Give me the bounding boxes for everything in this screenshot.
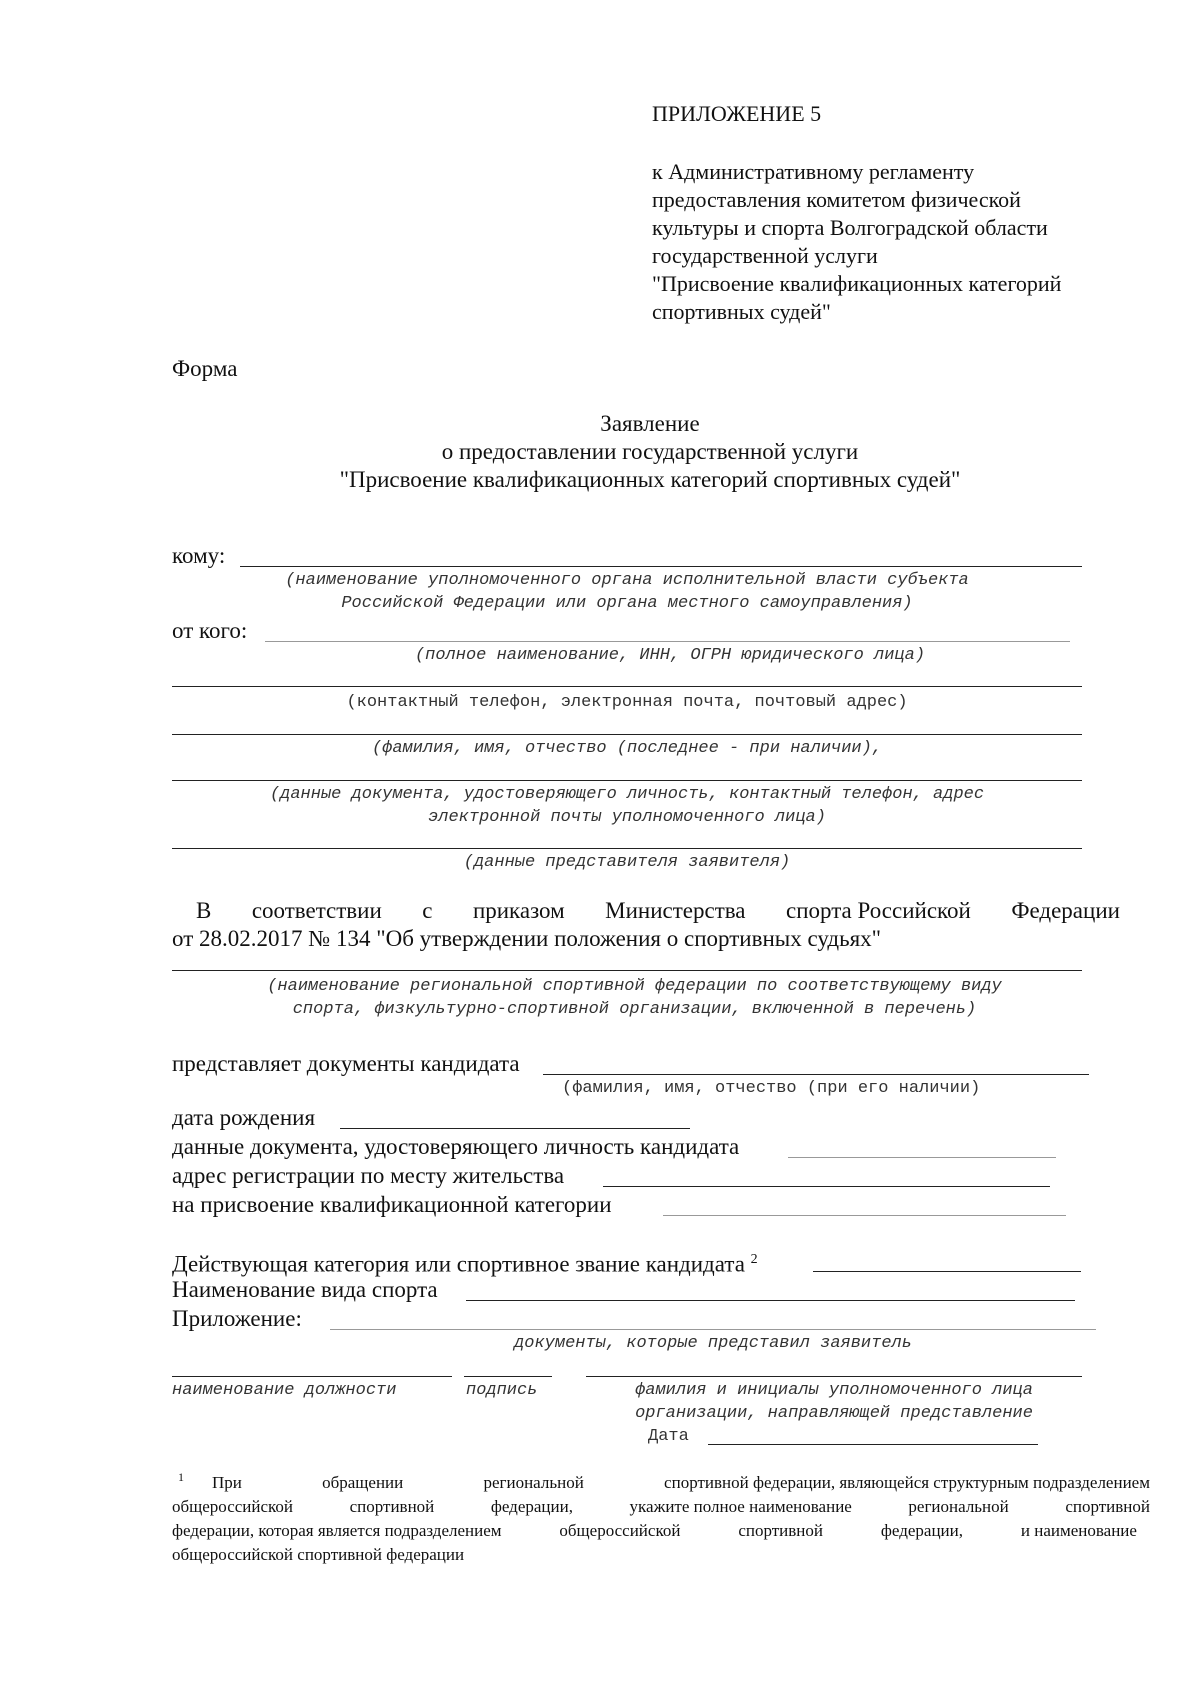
title-line-3: "Присвоение квалификационных категорий спортивных судей" <box>339 467 961 492</box>
footnote-word: При <box>212 1473 242 1492</box>
category-label: на присвоение квалификационной категории <box>172 1192 612 1217</box>
title-line-2: о предоставлении государственной услуги <box>441 439 859 464</box>
paragraph-word: приказом <box>472 898 565 923</box>
address-label: адрес регистрации по месту жительства <box>172 1163 565 1188</box>
paragraph-word: спорта Российской <box>785 898 971 923</box>
candidate-id-field[interactable] <box>788 1157 1056 1158</box>
title-line-1: Заявление <box>600 411 700 436</box>
candidate-label: представляет документы кандидата <box>172 1051 520 1076</box>
candidate-field[interactable] <box>543 1074 1089 1075</box>
appendix-line: предоставления комитетом физической <box>652 187 1021 212</box>
contacts-hint: (контактный телефон, электронная почта, почтовый адрес) <box>346 693 908 712</box>
footnote-word: федерации, <box>490 1497 573 1516</box>
id-doc-field[interactable] <box>172 780 1082 781</box>
footnote-marker: 1 <box>178 1470 184 1484</box>
federation-hint: спорта, физкультурно-спортивной организации, включенной в перечень) <box>292 1000 977 1019</box>
footnote-ref: 2 <box>750 1252 758 1267</box>
paragraph-word: В <box>196 898 212 923</box>
paragraph-word: с <box>422 898 433 923</box>
candidate-hint: (фамилия, имя, отчество (при его наличии) <box>562 1079 981 1098</box>
paragraph-line-1 <box>172 897 1120 925</box>
id-doc-hint: электронной почты уполномоченного лица) <box>428 808 826 827</box>
sport-field[interactable] <box>466 1300 1075 1301</box>
paragraph-word: Министерства <box>605 898 746 923</box>
to-hint: Российской Федерации или органа местного самоуправления) <box>341 594 913 613</box>
to-label: кому: <box>172 543 226 568</box>
id-label: данные документа, удостоверяющего личность кандидата <box>172 1134 740 1159</box>
footnote-word: спортивной федерации, являющейся структурным подразделением <box>664 1473 1150 1492</box>
footnote-line-1 <box>172 1472 1150 1494</box>
from-hint: (полное наименование, ИНН, ОГРН юридического лица) <box>414 646 926 665</box>
appendix-line: к Административному регламенту <box>652 159 975 184</box>
appendix-line: государственной услуги <box>652 243 878 268</box>
date-label: Дата <box>648 1427 689 1446</box>
footnote-word: региональной <box>483 1473 584 1492</box>
attachment-hint: документы, которые представил заявитель <box>514 1334 912 1353</box>
footnote-line-2 <box>172 1496 1150 1518</box>
attachment-field[interactable] <box>330 1329 1096 1330</box>
paragraph-word: Федерации <box>1011 898 1120 923</box>
federation-hint: (наименование региональной спортивной федерации по соответствующему виду <box>267 977 1002 996</box>
representative-field[interactable] <box>172 848 1082 849</box>
current-category-field[interactable] <box>813 1271 1081 1272</box>
sport-label: Наименование вида спорта <box>172 1277 438 1302</box>
to-hint: (наименование уполномоченного органа исполнительной власти субъекта <box>285 571 969 590</box>
footnote-word: спортивной <box>738 1521 823 1540</box>
name-hint: фамилия и инициалы уполномоченного лица <box>635 1381 1033 1400</box>
footnote-word: спортивной <box>1065 1497 1150 1516</box>
birth-label: дата рождения <box>172 1105 316 1130</box>
paragraph-word: соответствии <box>251 898 382 923</box>
current-category-text: Действующая категория или спортивное звание кандидата <box>172 1251 745 1277</box>
id-doc-hint: (данные документа, удостоверяющего личность, контактный телефон, адрес <box>269 785 985 804</box>
birth-date-field[interactable] <box>340 1128 690 1129</box>
fio-hint: (фамилия, имя, отчество (последнее - при наличии), <box>371 739 883 758</box>
footnote-word: региональной <box>908 1497 1009 1516</box>
category-field[interactable] <box>663 1215 1066 1216</box>
current-category-label <box>172 1246 758 1279</box>
to-field[interactable] <box>240 566 1082 567</box>
footnote-line-3 <box>172 1520 1137 1542</box>
appendix-line: спортивных судей" <box>652 299 831 324</box>
from-label: от кого: <box>172 618 248 643</box>
form-label: Форма <box>172 356 238 381</box>
representative-hint: (данные представителя заявителя) <box>463 853 791 872</box>
footnote-word: спортивной <box>349 1497 435 1516</box>
footnote-word: общероссийской <box>172 1497 294 1516</box>
address-field[interactable] <box>603 1186 1050 1187</box>
position-hint: наименование должности <box>172 1381 397 1400</box>
appendix-line: культуры и спорта Волгоградской области <box>652 215 1048 240</box>
paragraph-line-2: от 28.02.2017 № 134 "Об утверждении положения о спортивных судьях" <box>172 926 882 951</box>
footnote-word: федерации, которая является подразделением <box>172 1521 502 1540</box>
contacts-field[interactable] <box>172 686 1082 687</box>
footnote-line-4: общероссийской спортивной федерации <box>172 1545 465 1564</box>
footnote-word: федерации, <box>880 1521 963 1540</box>
federation-field[interactable] <box>172 970 1082 971</box>
appendix-line: "Присвоение квалификационных категорий <box>652 271 1062 296</box>
footnote-word: и наименование <box>1020 1521 1137 1540</box>
name-field[interactable] <box>586 1376 1082 1377</box>
position-field[interactable] <box>172 1376 452 1377</box>
fio-field[interactable] <box>172 734 1082 735</box>
footnote-word: общероссийской <box>559 1521 681 1540</box>
appendix-number: ПРИЛОЖЕНИЕ 5 <box>652 101 822 126</box>
name-hint: организации, направляющей представление <box>635 1404 1033 1423</box>
signature-hint: подпись <box>466 1381 538 1400</box>
attachment-label: Приложение: <box>172 1306 302 1331</box>
footnote-word: обращении <box>322 1473 404 1492</box>
signature-field[interactable] <box>464 1376 552 1377</box>
from-field[interactable] <box>265 641 1070 642</box>
date-field[interactable] <box>708 1444 1038 1445</box>
footnote-word: укажите полное наименование <box>629 1497 852 1516</box>
